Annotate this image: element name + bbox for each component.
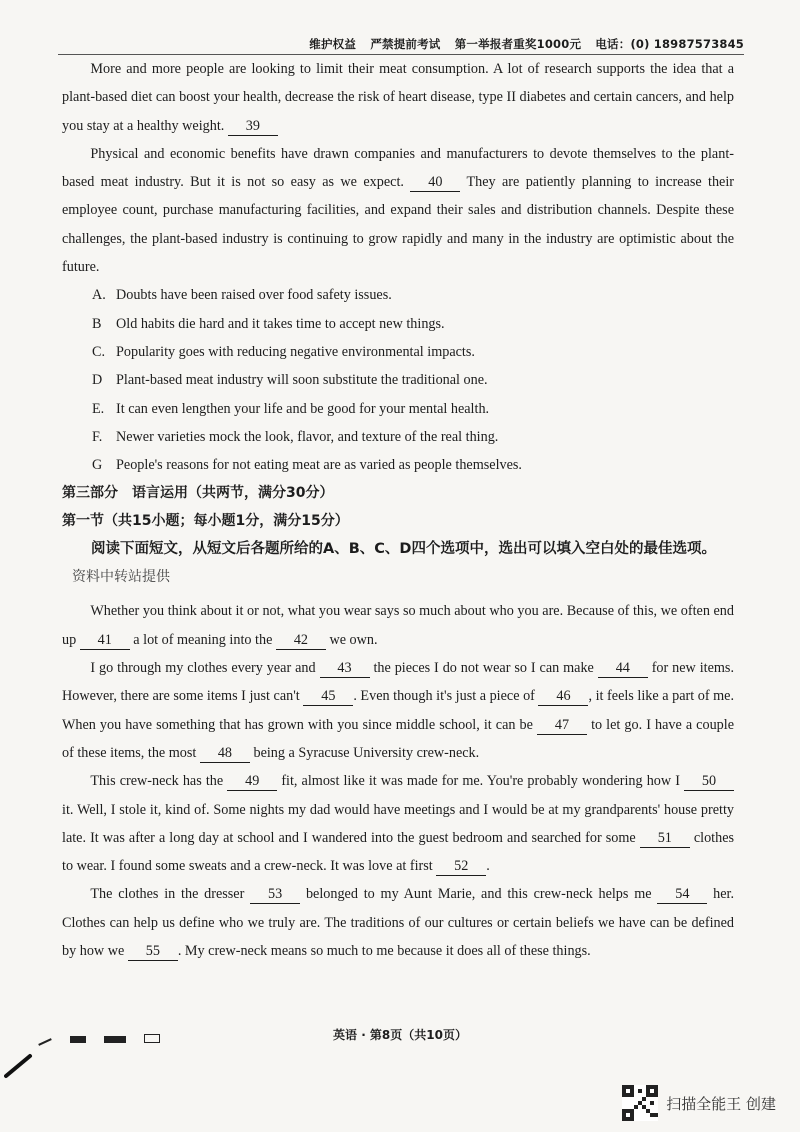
option-g: G People's reasons for not eating meat are as varied as people themselves. bbox=[92, 457, 522, 474]
blank-55: 55 bbox=[128, 942, 178, 961]
blank-47: 47 bbox=[537, 716, 587, 735]
page-footer: 英语 · 第8页（共10页） bbox=[333, 1028, 467, 1042]
blank-51: 51 bbox=[640, 829, 690, 848]
cloze-paragraph-3: This crew-neck has the 49 fit, almost like it was made for me. You're probably wondering how I 50 it. Well, I stole it, kind of. Some nights my dad would have meetings and I would be at my grandparents' house pretty late. It was after a long day at school and I wandered into the guest bedroom and searched for some 51 clothes to wear. I found some sweats and a crew-neck. It was love at first 52 . bbox=[62, 773, 735, 875]
cloze-instructions: 阅读下面短文，从短文后各题所给的A、B、C、D四个选项中，选出可以填入空白处的最佳选项。资料中转站提供 bbox=[72, 541, 716, 586]
page-header bbox=[299, 36, 744, 52]
option-d: D Plant-based meat industry will soon substitute the traditional one. bbox=[92, 372, 488, 389]
option-a: A. Doubts have been raised over food safety issues. bbox=[92, 287, 392, 304]
header-no-early-exam: 严禁提前考试 bbox=[370, 37, 441, 51]
option-b: B Old habits die hard and it takes time to accept new things. bbox=[92, 315, 445, 332]
blank-50: 50 bbox=[684, 772, 734, 791]
blank-49: 49 bbox=[227, 772, 277, 791]
page-content bbox=[62, 55, 734, 965]
section-3-title: 第三部分 语言运用（共两节，满分30分） bbox=[62, 485, 334, 502]
option-e: E. It can even lengthen your life and be good for your mental health. bbox=[92, 400, 490, 417]
blank-39: 39 bbox=[228, 117, 278, 136]
blank-48: 48 bbox=[200, 744, 250, 763]
cloze-paragraph-4: The clothes in the dresser 53 belonged to my Aunt Marie, and this crew-neck helps me 54 her. Clothes can help us define who we truly are. The traditions of our cultures or certain beliefs we have can be defined by how we 55 . My crew-neck means so much to me because it does all of these things. bbox=[62, 886, 735, 960]
blank-52: 52 bbox=[436, 857, 486, 876]
scanner-label: 扫描全能王 创建 bbox=[666, 1094, 776, 1113]
blank-43: 43 bbox=[320, 659, 370, 678]
cloze-paragraph-1: Whether you think about it or not, what you wear says so much about who you are. Because of this, we often end up 41 a lot of meaning into the 42 we own. bbox=[62, 603, 734, 648]
blank-46: 46 bbox=[538, 687, 588, 706]
qr-code-icon bbox=[622, 1085, 658, 1121]
blank-41: 41 bbox=[80, 631, 130, 650]
blank-53: 53 bbox=[250, 885, 300, 904]
option-f: F. Newer varieties mock the look, flavor, and texture of the real thing. bbox=[92, 428, 499, 445]
passage-paragraph-1: More and more people are looking to limit their meat consumption. A lot of research supports the idea that a plant-based diet can boost your health, decrease the risk of heart disease, type II diabetes and certain cancers, and help you stay at a healthy weight. 39 bbox=[62, 61, 734, 134]
pen-stroke-mark bbox=[4, 1050, 34, 1080]
blank-42: 42 bbox=[276, 631, 326, 650]
header-phone: 电话：(0) 18987573845 bbox=[595, 37, 744, 51]
blank-54: 54 bbox=[657, 885, 707, 904]
section-3-subtitle: 第一节（共15小题；每小题1分，满分15分） bbox=[62, 513, 349, 530]
cloze-paragraph-2: I go through my clothes every year and 43 the pieces I do not wear so I can make 44 for new items. However, there are some items I just can't 45 . Even though it's just a piece of 46 , it feels like a part of me. When you have something that has grown with you since middle school, it can be 47 to let go. I have a couple of these items, the most 48 being a Syracuse University crew-neck. bbox=[62, 660, 735, 761]
blank-40: 40 bbox=[410, 173, 460, 192]
header-report-reward: 第一举报者重奖1000元 bbox=[454, 37, 582, 51]
source-note: 资料中转站提供 bbox=[72, 569, 170, 586]
option-list bbox=[62, 281, 734, 479]
blank-44: 44 bbox=[598, 659, 648, 678]
passage-paragraph-2: Physical and economic benefits have drawn companies and manufacturers to devote themselves to the plant-based meat industry. But it is not so easy as we expect. 40 They are patiently planning to increase their employee count, purchase manufacturing facilities, and expand their sales and distribution channels. Despite these challenges, the plant-based industry is continuing to grow rapidly and many in the industry are optimistic about the future. bbox=[62, 145, 735, 276]
scanner-watermark bbox=[622, 1085, 776, 1121]
header-rights: 维护权益 bbox=[309, 37, 357, 51]
option-c: C. Popularity goes with reducing negative environmental impacts. bbox=[92, 343, 475, 360]
blank-45: 45 bbox=[303, 687, 353, 706]
